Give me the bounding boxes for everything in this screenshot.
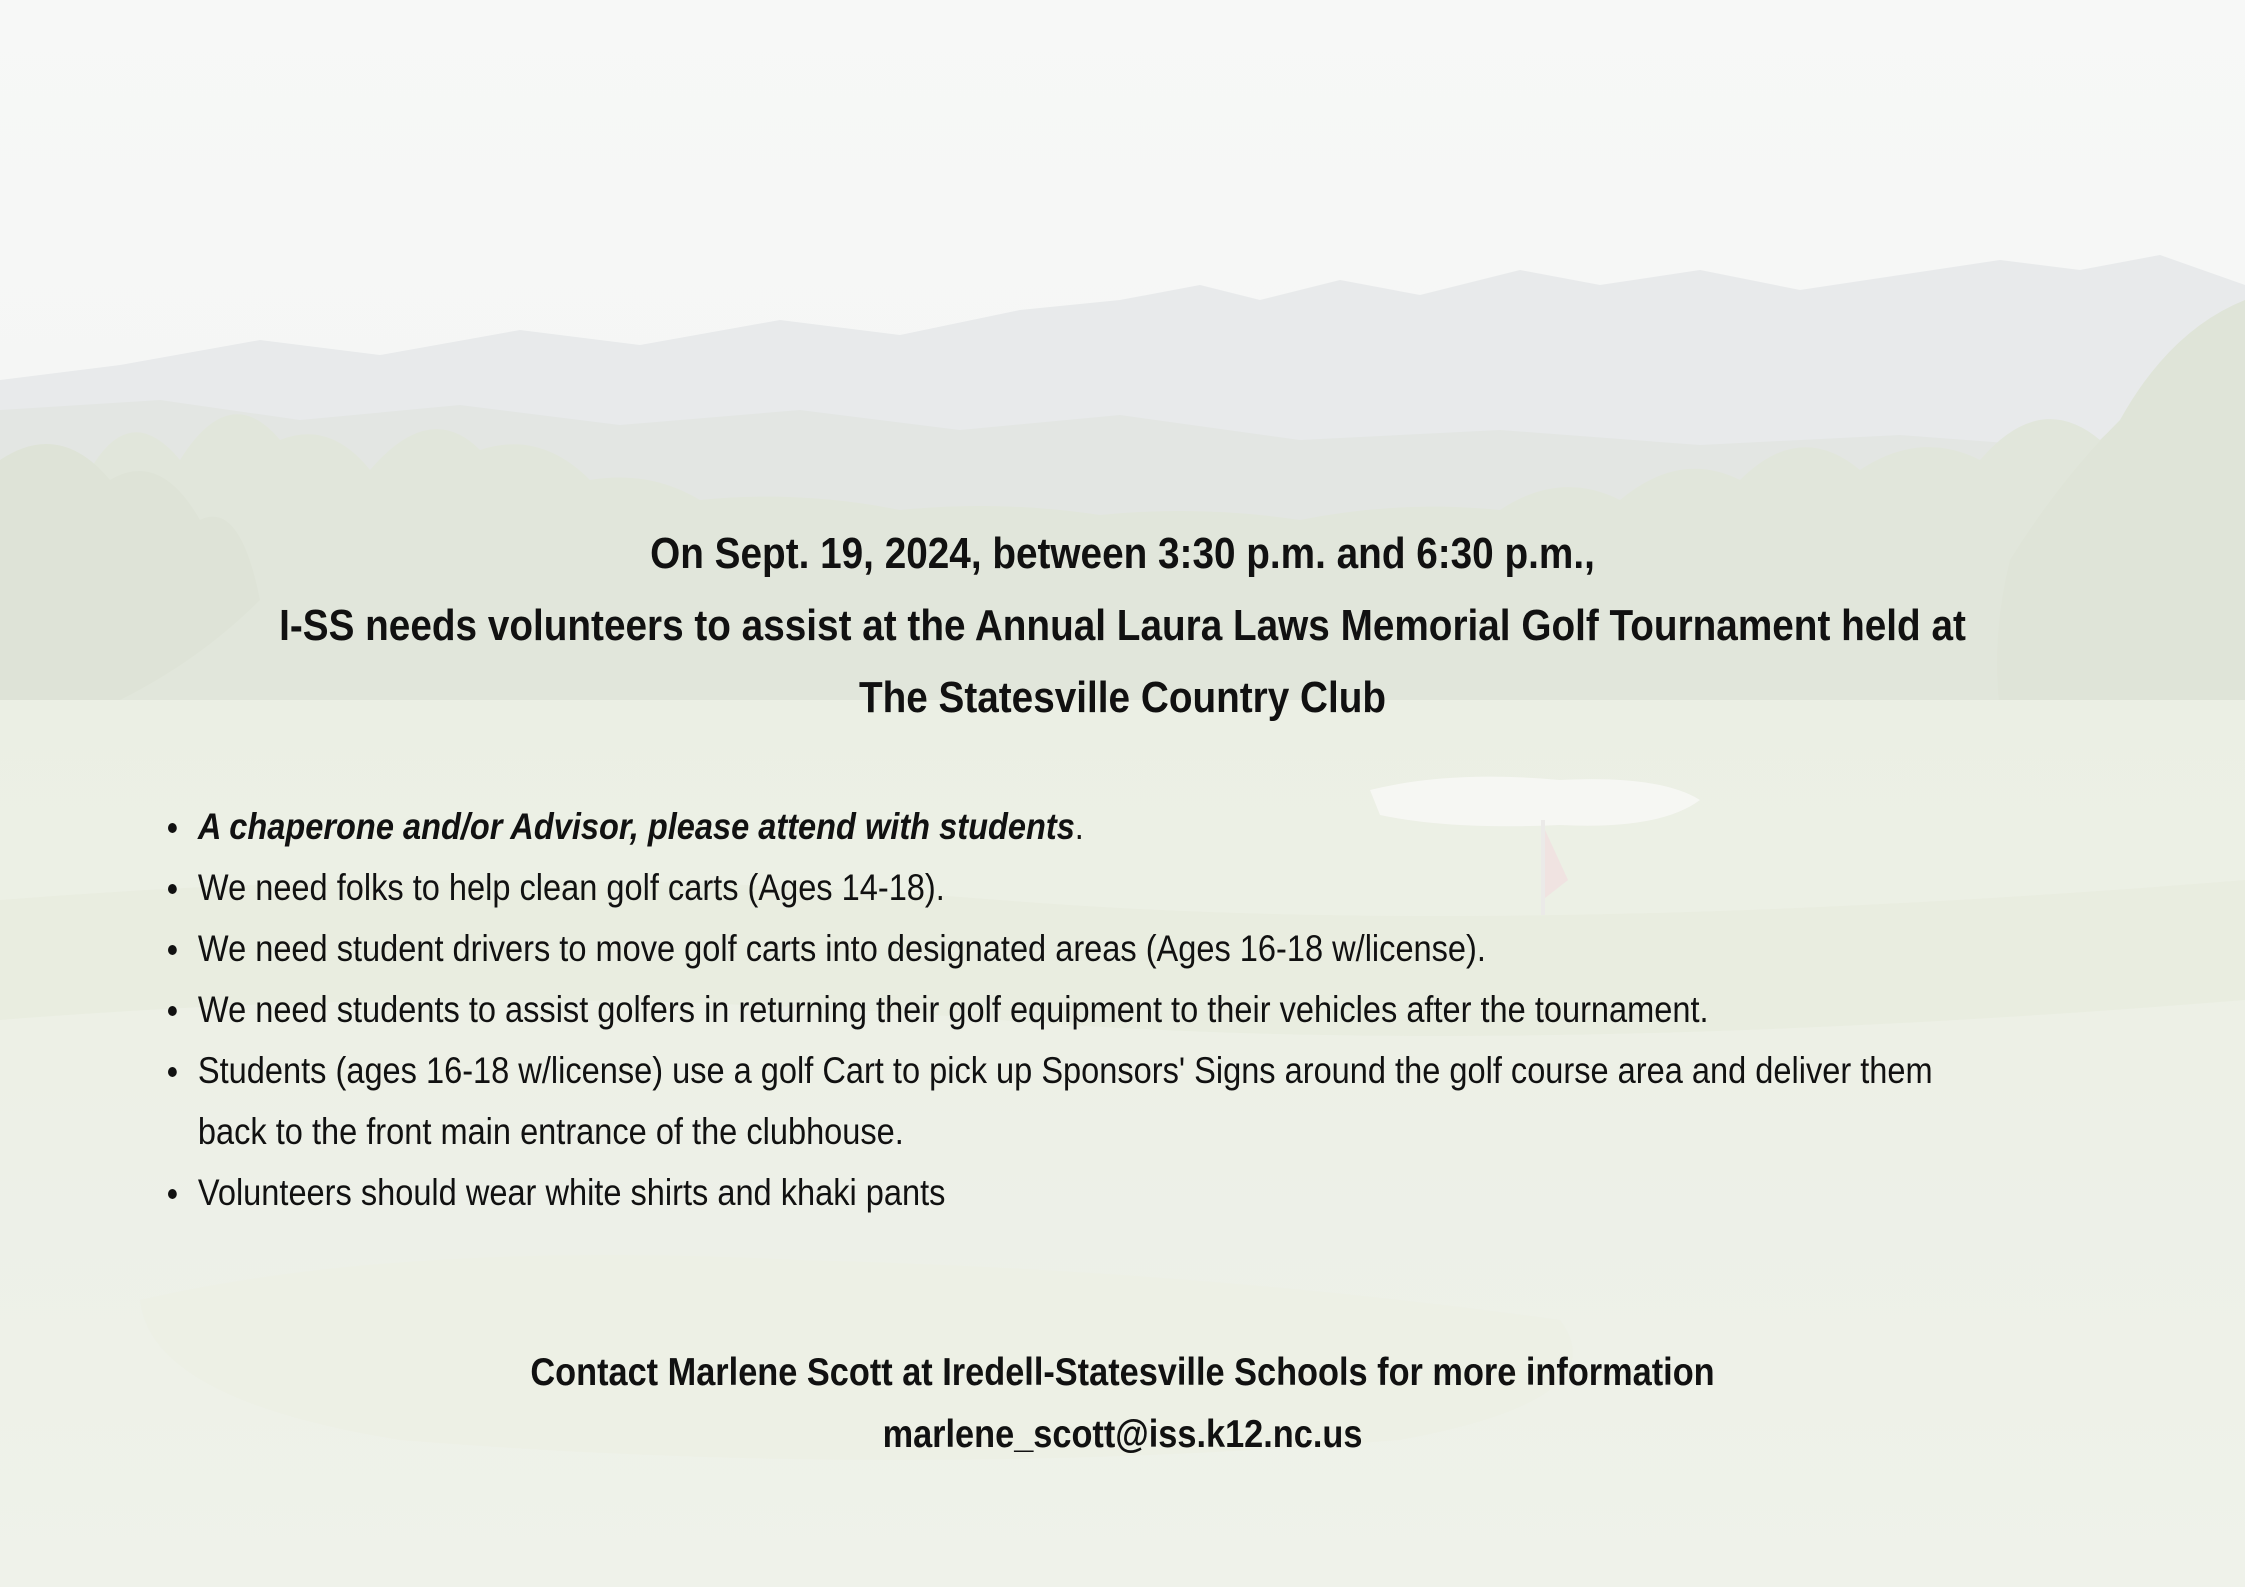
list-item: Students (ages 16-18 w/license) use a golf Cart to pick up Sponsors' Signs around the golf course area and deliver them back to the front main entrance of the clubhouse. — [168, 1040, 1946, 1162]
headline-venue: The Statesville Country Club — [858, 673, 1387, 722]
list-item: We need student drivers to move golf carts into designated areas (Ages 16-18 w/license). — [168, 918, 1946, 979]
list-item — [168, 796, 1946, 857]
volunteer-tasks-list — [168, 796, 1946, 1223]
list-item: Volunteers should wear white shirts and khaki pants — [168, 1162, 1946, 1223]
chaperone-note: A chaperone and/or Advisor, please attend with students — [197, 806, 1075, 847]
event-headline — [223, 518, 2023, 734]
contact-block — [223, 1342, 2023, 1466]
headline-description: I-SS needs volunteers to assist at the Annual Laura Laws Memorial Golf Tournament held at — [279, 601, 1966, 650]
chaperone-note-period: . — [1074, 806, 1084, 847]
list-item: We need folks to help clean golf carts (Ages 14-18). — [168, 857, 1946, 918]
contact-line: Contact Marlene Scott at Iredell-Statesville Schools for more information — [530, 1351, 1715, 1394]
headline-date-time: On Sept. 19, 2024, between 3:30 p.m. and 6:30 p.m., — [650, 529, 1595, 578]
list-item: We need students to assist golfers in returning their golf equipment to their vehicles after the tournament. — [168, 979, 1946, 1040]
contact-email: marlene_scott@iss.k12.nc.us — [882, 1413, 1363, 1456]
